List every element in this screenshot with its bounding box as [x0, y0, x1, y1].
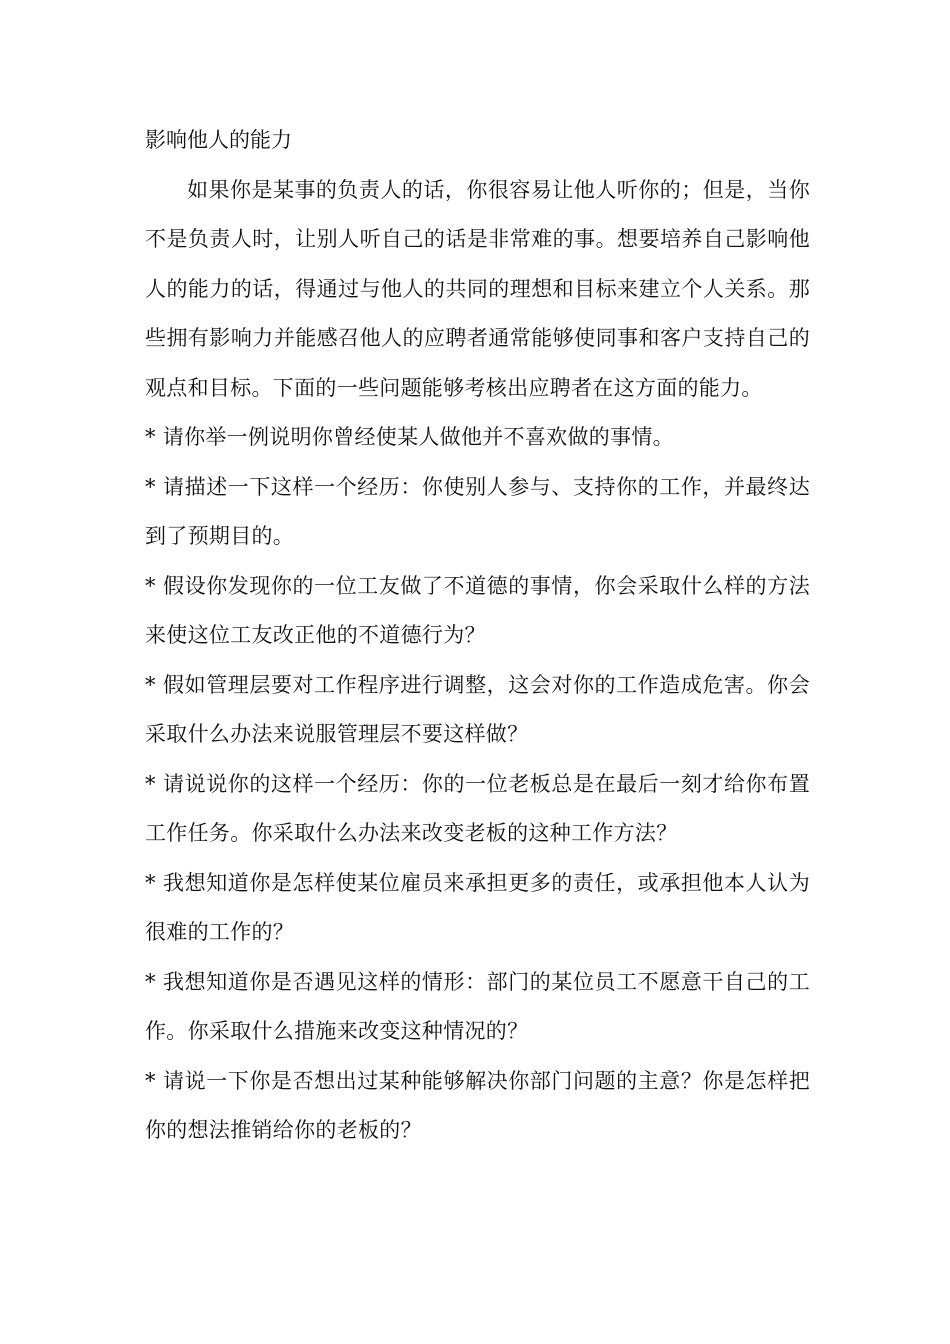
question-item: * 请你举一例说明你曾经使某人做他并不喜欢做的事情。	[145, 425, 674, 449]
document-body	[145, 116, 810, 1156]
question-item: * 假设你发现你的一位工友做了不道德的事情，你会采取什么样的方法来使这位工友改正他的不道德行为？	[145, 573, 810, 647]
question-item: * 我想知道你是否遇见这样的情形：部门的某位员工不愿意干自己的工作。你采取什么措施来改变这种情况的？	[145, 969, 810, 1043]
question-item: * 假如管理层要对工作程序进行调整，这会对你的工作造成危害。你会采取什么办法来说服管理层不要这样做？	[145, 672, 810, 746]
question-item: * 我想知道你是怎样使某位雇员来承担更多的责任，或承担他本人认为很难的工作的？	[145, 870, 810, 944]
question-item: * 请描述一下这样一个经历：你使别人参与、支持你的工作，并最终达到了预期目的。	[145, 474, 810, 548]
document-title: 影响他人的能力	[145, 128, 292, 152]
intro-paragraph: 如果你是某事的负责人的话，你很容易让他人听你的；但是，当你不是负责人时，让别人听自己的话是非常难的事。想要培养自己影响他人的能力的话，得通过与他人的共同的理想和目标来建立个人关系。那些拥有影响力并能感召他人的应聘者通常能够使同事和客户支持自己的观点和目标。下面的一些问题能够考核出应聘者在这方面的能力。	[145, 177, 810, 400]
question-item: * 请说一下你是否想出过某种能够解决你部门问题的主意？你是怎样把你的想法推销给你的老板的？	[145, 1068, 810, 1142]
question-item: * 请说说你的这样一个经历：你的一位老板总是在最后一刻才给你布置工作任务。你采取什么办法来改变老板的这种工作方法？	[145, 771, 810, 845]
